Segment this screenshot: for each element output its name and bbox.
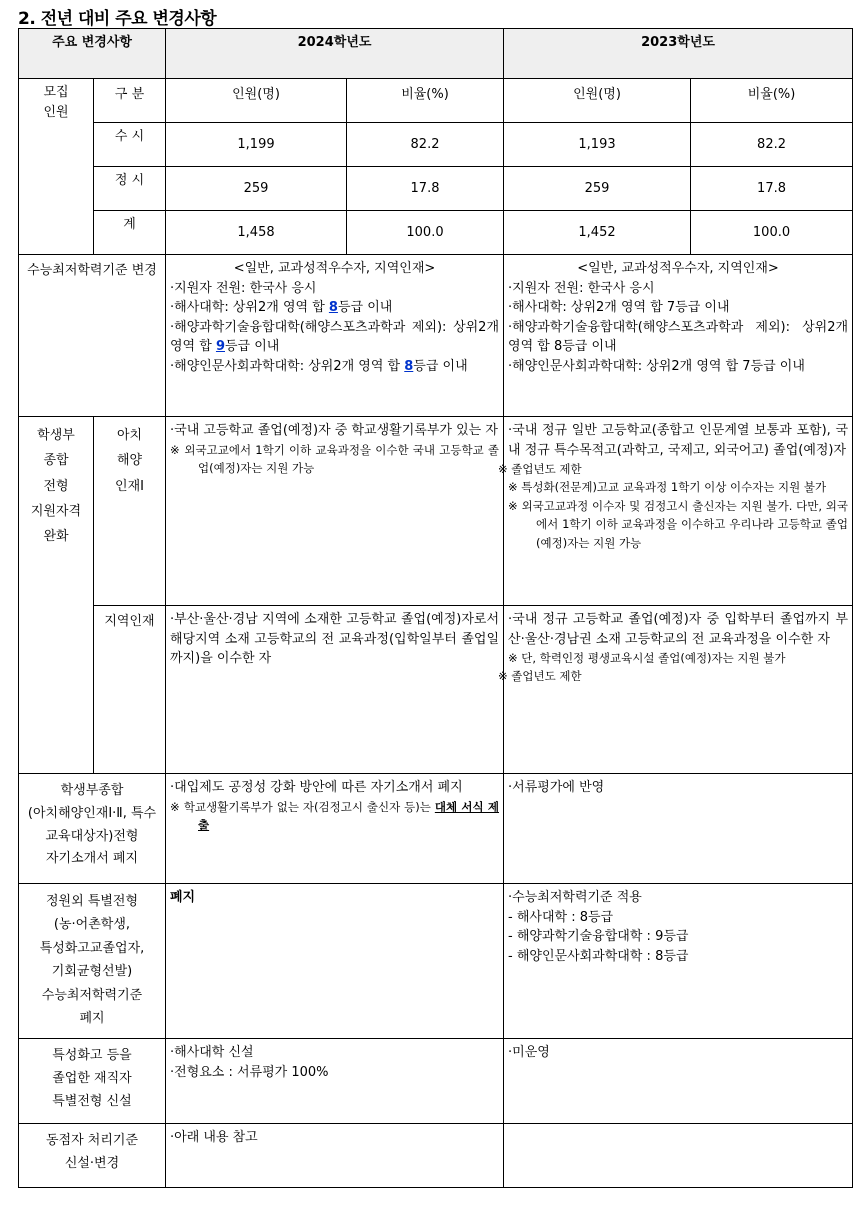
- recruit-ratio-2024: 17.8: [347, 167, 504, 211]
- csat-2023-line1: ·지원자 전원: 한국사 응시: [508, 280, 655, 296]
- header-changes: 주요 변경사항: [19, 29, 166, 79]
- worker-2024-line1: ·해사대학 신설: [170, 1045, 254, 1060]
- tie-2023: [504, 1124, 853, 1188]
- worker-row: [19, 1039, 853, 1124]
- special-2023-item: - 해양인문사회과학대학 : 8등급: [508, 948, 689, 964]
- local-2024-main: ·부산·울산·경남 지역에 소재한 고등학교 졸업(예정)자로서 해당지역 소재 고등학교의 전 교육과정(입학일부터 졸업일까지)을 이수한 자: [170, 612, 500, 666]
- achi-2023: [498, 417, 853, 606]
- recruit-people-2023: 1,452: [504, 211, 691, 255]
- eligibility-local-row: [19, 606, 853, 774]
- essay-label: 학생부종합 (아치해양인재Ⅰ·Ⅱ, 특수교육대상자)전형 자기소개서 폐지: [19, 774, 166, 884]
- eligibility-label: 학생부 종합 전형 지원자격 완화: [19, 417, 94, 774]
- recruit-row-label: 수 시: [94, 123, 166, 167]
- special-2023-title: ·수능최저학력기준 적용: [508, 890, 642, 905]
- recruit-people-2024: 259: [166, 167, 347, 211]
- csat-2024-line1: ·지원자 전원: 한국사 응시: [170, 280, 317, 296]
- recruit-subheader-row: [19, 79, 853, 123]
- recruit-ratio-2023-header: 비율(%): [691, 79, 853, 123]
- local-2023: [498, 606, 853, 774]
- recruit-people-2023: 259: [504, 167, 691, 211]
- recruit-ratio-2023: 100.0: [691, 211, 853, 255]
- recruit-ratio-2023: 17.8: [691, 167, 853, 211]
- recruit-label: 모집 인원: [19, 79, 94, 255]
- special-2023-item: - 해양과학기술융합대학 : 9등급: [508, 929, 689, 944]
- local-2024: [166, 606, 504, 774]
- local-2023-note1: ※ 단, 학력인정 평생교육시설 졸업(예정)자는 지원 불가: [508, 651, 786, 665]
- achi-2023-note2: ※ 특성화(전문계)고교 교육과정 1학기 이상 이수자는 지원 불가: [508, 480, 827, 495]
- special-label: 정원외 특별전형 (농·어촌학생, 특성화고교졸업자, 기회균형선발) 수능최저학력기준 폐지: [19, 884, 166, 1039]
- recruit-ratio-2024: 100.0: [347, 211, 504, 255]
- csat-2024-line2: ·해사대학: 상위2개 영역 합 8등급 이내: [170, 300, 393, 315]
- achi-2023-note3: ※ 외국고교과정 이수자 및 검정고시 출신자는 지원 불가. 다만, 외국에서 1학기 이하 교육과정을 이수하고 우리나라 고등학교 졸업(예정)자는 지원 가능: [508, 498, 849, 550]
- recruit-ratio-2024: 82.2: [347, 123, 504, 167]
- special-row: [19, 884, 853, 1039]
- local-2023-main: ·국내 정규 고등학교 졸업(예정)자 중 입학부터 졸업까지 부산·울산·경남권 소재 고등학교의 전 교육과정을 이수한 자: [508, 612, 849, 647]
- essay-2024-note: ※ 학교생활기록부가 없는 자(검정고시 출신자 등)는 대체 서식 제출: [170, 799, 499, 832]
- achi-2024-main: ·국내 고등학교 졸업(예정)자 중 학교생활기록부가 있는 자: [170, 423, 498, 438]
- achi-2023-note1: ※ 졸업년도 제한: [498, 462, 582, 476]
- worker-2024-line2: ·전형요소 : 서류평가 100%: [170, 1064, 329, 1080]
- worker-2023: ·미운영: [504, 1039, 853, 1124]
- csat-2023-line4: ·해양인문사회과학대학: 상위2개 영역 합 7등급 이내: [508, 358, 805, 374]
- changes-table: [18, 28, 853, 1188]
- essay-row: [19, 774, 853, 884]
- recruit-row-label: 계: [94, 211, 166, 255]
- csat-2023: [504, 255, 853, 417]
- recruit-people-2023: 1,193: [504, 123, 691, 167]
- recruit-row-jeongsi: [19, 167, 853, 211]
- essay-2023: ·서류평가에 반영: [504, 774, 853, 884]
- eligibility-achi-row: [19, 417, 853, 606]
- csat-row: [19, 255, 853, 417]
- header-2023: 2023학년도: [504, 29, 853, 79]
- special-2023-item: - 해사대학 : 8등급: [508, 909, 614, 925]
- essay-2024: [166, 774, 504, 884]
- achi-2024-note: ※ 외국고교에서 1학기 이하 교육과정을 이수한 국내 고등학교 졸업(예정)자는 지원 가능: [170, 442, 500, 475]
- recruit-row-susi: [19, 123, 853, 167]
- recruit-people-2023-header: 인원(명): [504, 79, 691, 123]
- csat-2023-title: <일반, 교과성적우수자, 지역인재>: [577, 261, 779, 276]
- recruit-row-label: 정 시: [94, 167, 166, 211]
- local-label: 지역인재: [94, 606, 166, 774]
- worker-2024: [166, 1039, 504, 1124]
- achi-2024: [166, 417, 504, 606]
- achi-2023-main: ·국내 정규 일반 고등학교(종합고 인문계열 보통과 포함), 국내 정규 특수목적고(과학고, 국제고, 외국어고) 졸업(예정)자: [508, 423, 849, 458]
- csat-2023-line2: ·해사대학: 상위2개 영역 합 7등급 이내: [508, 300, 730, 315]
- recruit-ratio-2024-header: 비율(%): [347, 79, 504, 123]
- csat-2023-line3: ·해양과학기술융합대학(해양스포츠과학과 제외): 상위2개 영역 합 8등급 이내: [508, 319, 849, 354]
- recruit-sub-label: 구 분: [94, 79, 166, 123]
- recruit-people-2024: 1,199: [166, 123, 347, 167]
- header-2024: 2024학년도: [166, 29, 504, 79]
- tie-row: [19, 1124, 853, 1188]
- tie-2024: ·아래 내용 참고: [166, 1124, 504, 1188]
- essay-2024-main: ·대입제도 공정성 강화 방안에 따른 자기소개서 폐지: [170, 780, 463, 795]
- csat-2024-line4: ·해양인문사회과학대학: 상위2개 영역 합 8등급 이내: [170, 358, 468, 374]
- recruit-people-2024-header: 인원(명): [166, 79, 347, 123]
- special-2023: [504, 884, 853, 1039]
- special-2024: 폐지: [166, 884, 504, 1039]
- table-header-row: [19, 29, 853, 79]
- tie-label: 동점자 처리기준 신설·변경: [19, 1124, 166, 1188]
- local-2023-note2: ※ 졸업년도 제한: [498, 669, 582, 684]
- section-heading: 2. 전년 대비 주요 변경사항: [18, 9, 217, 29]
- csat-2024-line3: ·해양과학기술융합대학(해양스포츠과학과 제외): 상위2개 영역 합 9등급 이내: [170, 319, 500, 354]
- worker-label: 특성화고 등을 졸업한 재직자 특별전형 신설: [19, 1039, 166, 1124]
- recruit-row-total: [19, 211, 853, 255]
- recruit-ratio-2023: 82.2: [691, 123, 853, 167]
- achi-label: 아치 해양 인재Ⅰ: [94, 417, 166, 606]
- csat-2024: [166, 255, 504, 417]
- csat-2024-title: <일반, 교과성적우수자, 지역인재>: [233, 261, 436, 276]
- csat-label: 수능최저학력기준 변경: [19, 255, 166, 417]
- recruit-people-2024: 1,458: [166, 211, 347, 255]
